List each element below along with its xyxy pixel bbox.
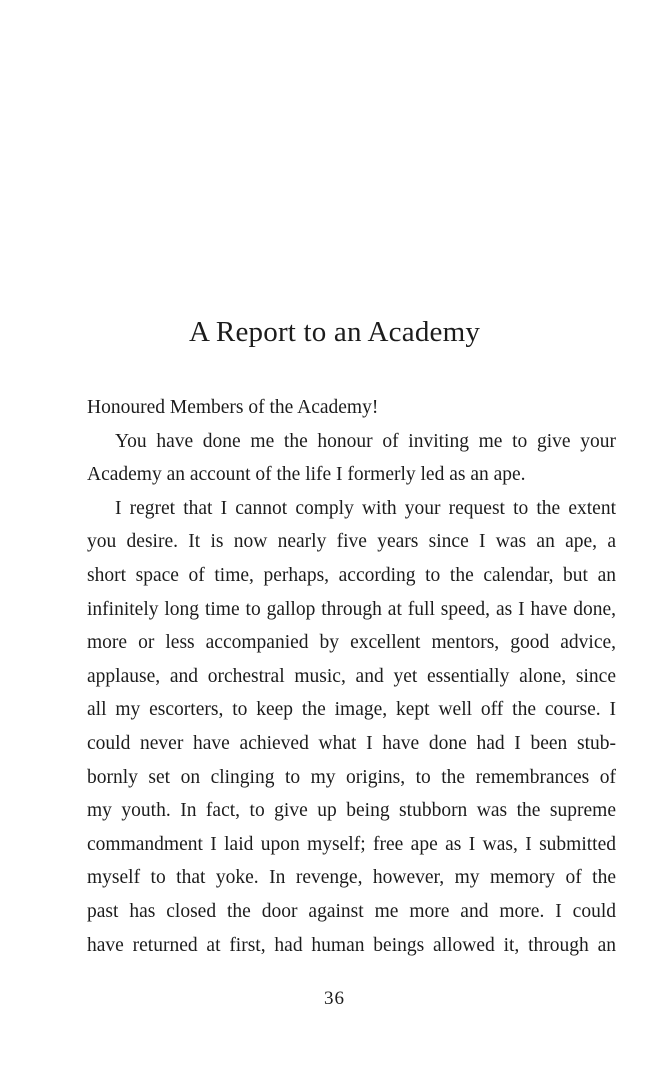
text-line: You have done me the honour of inviting me to give your xyxy=(115,430,616,452)
text-line: all my escorters, to keep the image, kept well off the course. I xyxy=(87,699,616,721)
text-line: could never have achieved what I have done had I been stub- xyxy=(87,732,616,754)
page-number: 36 xyxy=(324,988,345,1009)
chapter-title: A Report to an Academy xyxy=(188,316,481,348)
text-line: commandment I laid upon myself; free ape as I was, I submitted xyxy=(87,833,616,855)
salutation-line: Honoured Members of the Academy! xyxy=(87,397,379,418)
text-line: I regret that I cannot comply with your request to the extent xyxy=(115,497,616,519)
text-line: have returned at first, had human beings allowed it, through an xyxy=(87,934,616,956)
text-line: past has closed the door against me more and more. I could xyxy=(87,900,616,922)
text-line: you desire. It is now nearly five years since I was an ape, a xyxy=(87,531,616,553)
text-line: myself to that yoke. In revenge, however, my memory of the xyxy=(87,867,616,889)
text-line: Academy an account of the life I formerly led as an ape. xyxy=(87,464,526,486)
text-line: applause, and orchestral music, and yet essentially alone, since xyxy=(87,665,616,687)
text-line: infinitely long time to gallop through at full speed, as I have done, xyxy=(87,598,616,620)
text-line: more or less accompanied by excellent mentors, good advice, xyxy=(87,632,616,654)
text-line: short space of time, perhaps, according to the calendar, but an xyxy=(87,564,616,586)
body-text xyxy=(87,391,616,962)
text-line: my youth. In fact, to give up being stubborn was the supreme xyxy=(87,800,616,822)
text-line: bornly set on clinging to my origins, to the remembrances of xyxy=(87,766,616,788)
